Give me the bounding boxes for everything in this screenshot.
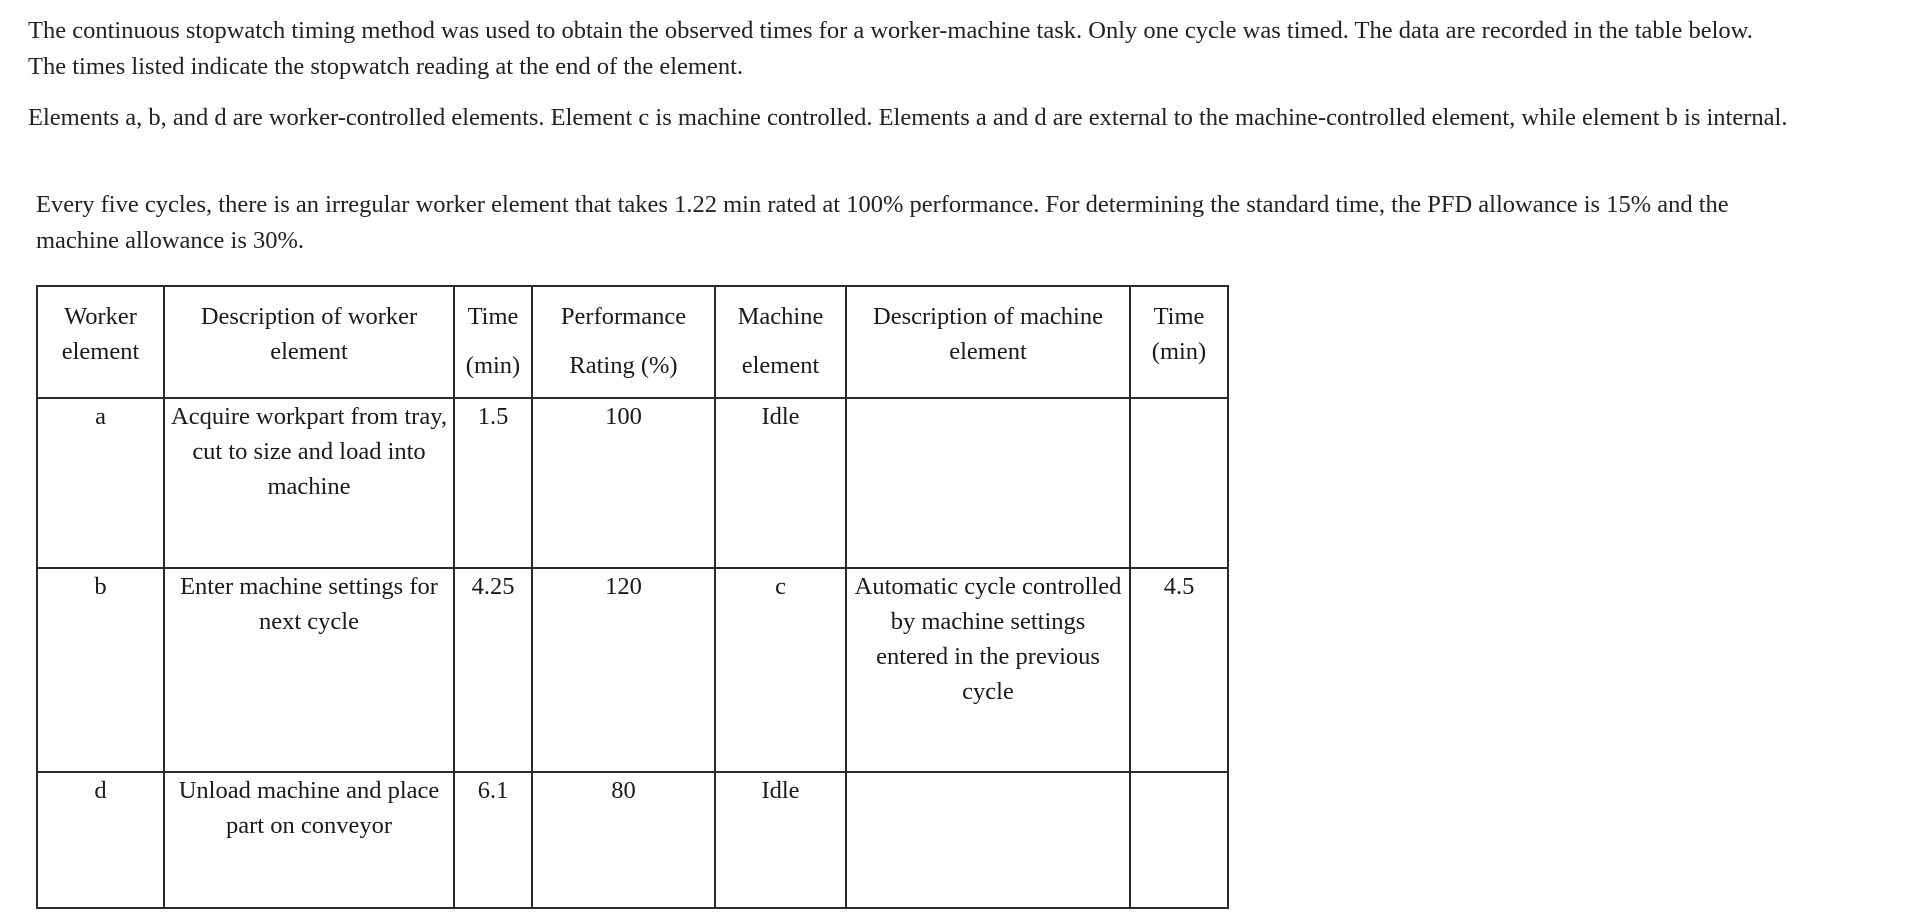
intro-paragraph-3: Every five cycles, there is an irregular worker element that takes 1.22 min rated at 100% performance. For determining the standard time, the PFD allowance is 15% and the machine allowance is 30%. — [36, 191, 1729, 254]
header-machine-time: Time (min) — [1130, 286, 1228, 398]
header-time: Time (min) — [454, 286, 532, 398]
cell-worker-element: d — [37, 772, 164, 908]
cell-worker-description: Unload machine and place part on conveyor — [164, 772, 454, 908]
intro-paragraph-2: Elements a, b, and d are worker-controlled elements. Element c is machine controlled. Elements a and d are external to the machine-controlled element, while element b is internal. — [28, 104, 1788, 131]
cell-worker-element: b — [37, 568, 164, 772]
cell-rating: 100 — [532, 398, 715, 568]
cell-machine-description: Automatic cycle controlled by machine settings entered in the previous cycle — [846, 568, 1130, 772]
cell-machine-description — [846, 398, 1130, 568]
table-row — [37, 772, 1228, 908]
time-study-table — [36, 285, 1229, 909]
header-machine-element: Machine element — [715, 286, 846, 398]
cell-machine-time: 4.5 — [1130, 568, 1228, 772]
cell-worker-element: a — [37, 398, 164, 568]
cell-machine-time — [1130, 772, 1228, 908]
table-header-row — [37, 286, 1228, 398]
header-performance-rating: Performance Rating (%) — [532, 286, 715, 398]
cell-machine-description — [846, 772, 1130, 908]
cell-machine-time — [1130, 398, 1228, 568]
table-row — [37, 398, 1228, 568]
cell-worker-description: Acquire workpart from tray, cut to size and load into machine — [164, 398, 454, 568]
cell-machine-element: c — [715, 568, 846, 772]
cell-time: 6.1 — [454, 772, 532, 908]
cell-machine-element: Idle — [715, 398, 846, 568]
table-row — [37, 568, 1228, 772]
cell-time: 1.5 — [454, 398, 532, 568]
header-worker-description: Description of worker element — [164, 286, 454, 398]
header-machine-description: Description of machine element — [846, 286, 1130, 398]
cell-time: 4.25 — [454, 568, 532, 772]
header-worker-element: Worker element — [37, 286, 164, 398]
intro-paragraph-1: The continuous stopwatch timing method was used to obtain the observed times for a worker-machine task. Only one cycle was timed. The data are recorded in the table below. The times listed indicate the stopwatch reading at the end of the element. — [28, 17, 1753, 80]
cell-worker-description: Enter machine settings for next cycle — [164, 568, 454, 772]
cell-rating: 80 — [532, 772, 715, 908]
cell-machine-element: Idle — [715, 772, 846, 908]
cell-rating: 120 — [532, 568, 715, 772]
